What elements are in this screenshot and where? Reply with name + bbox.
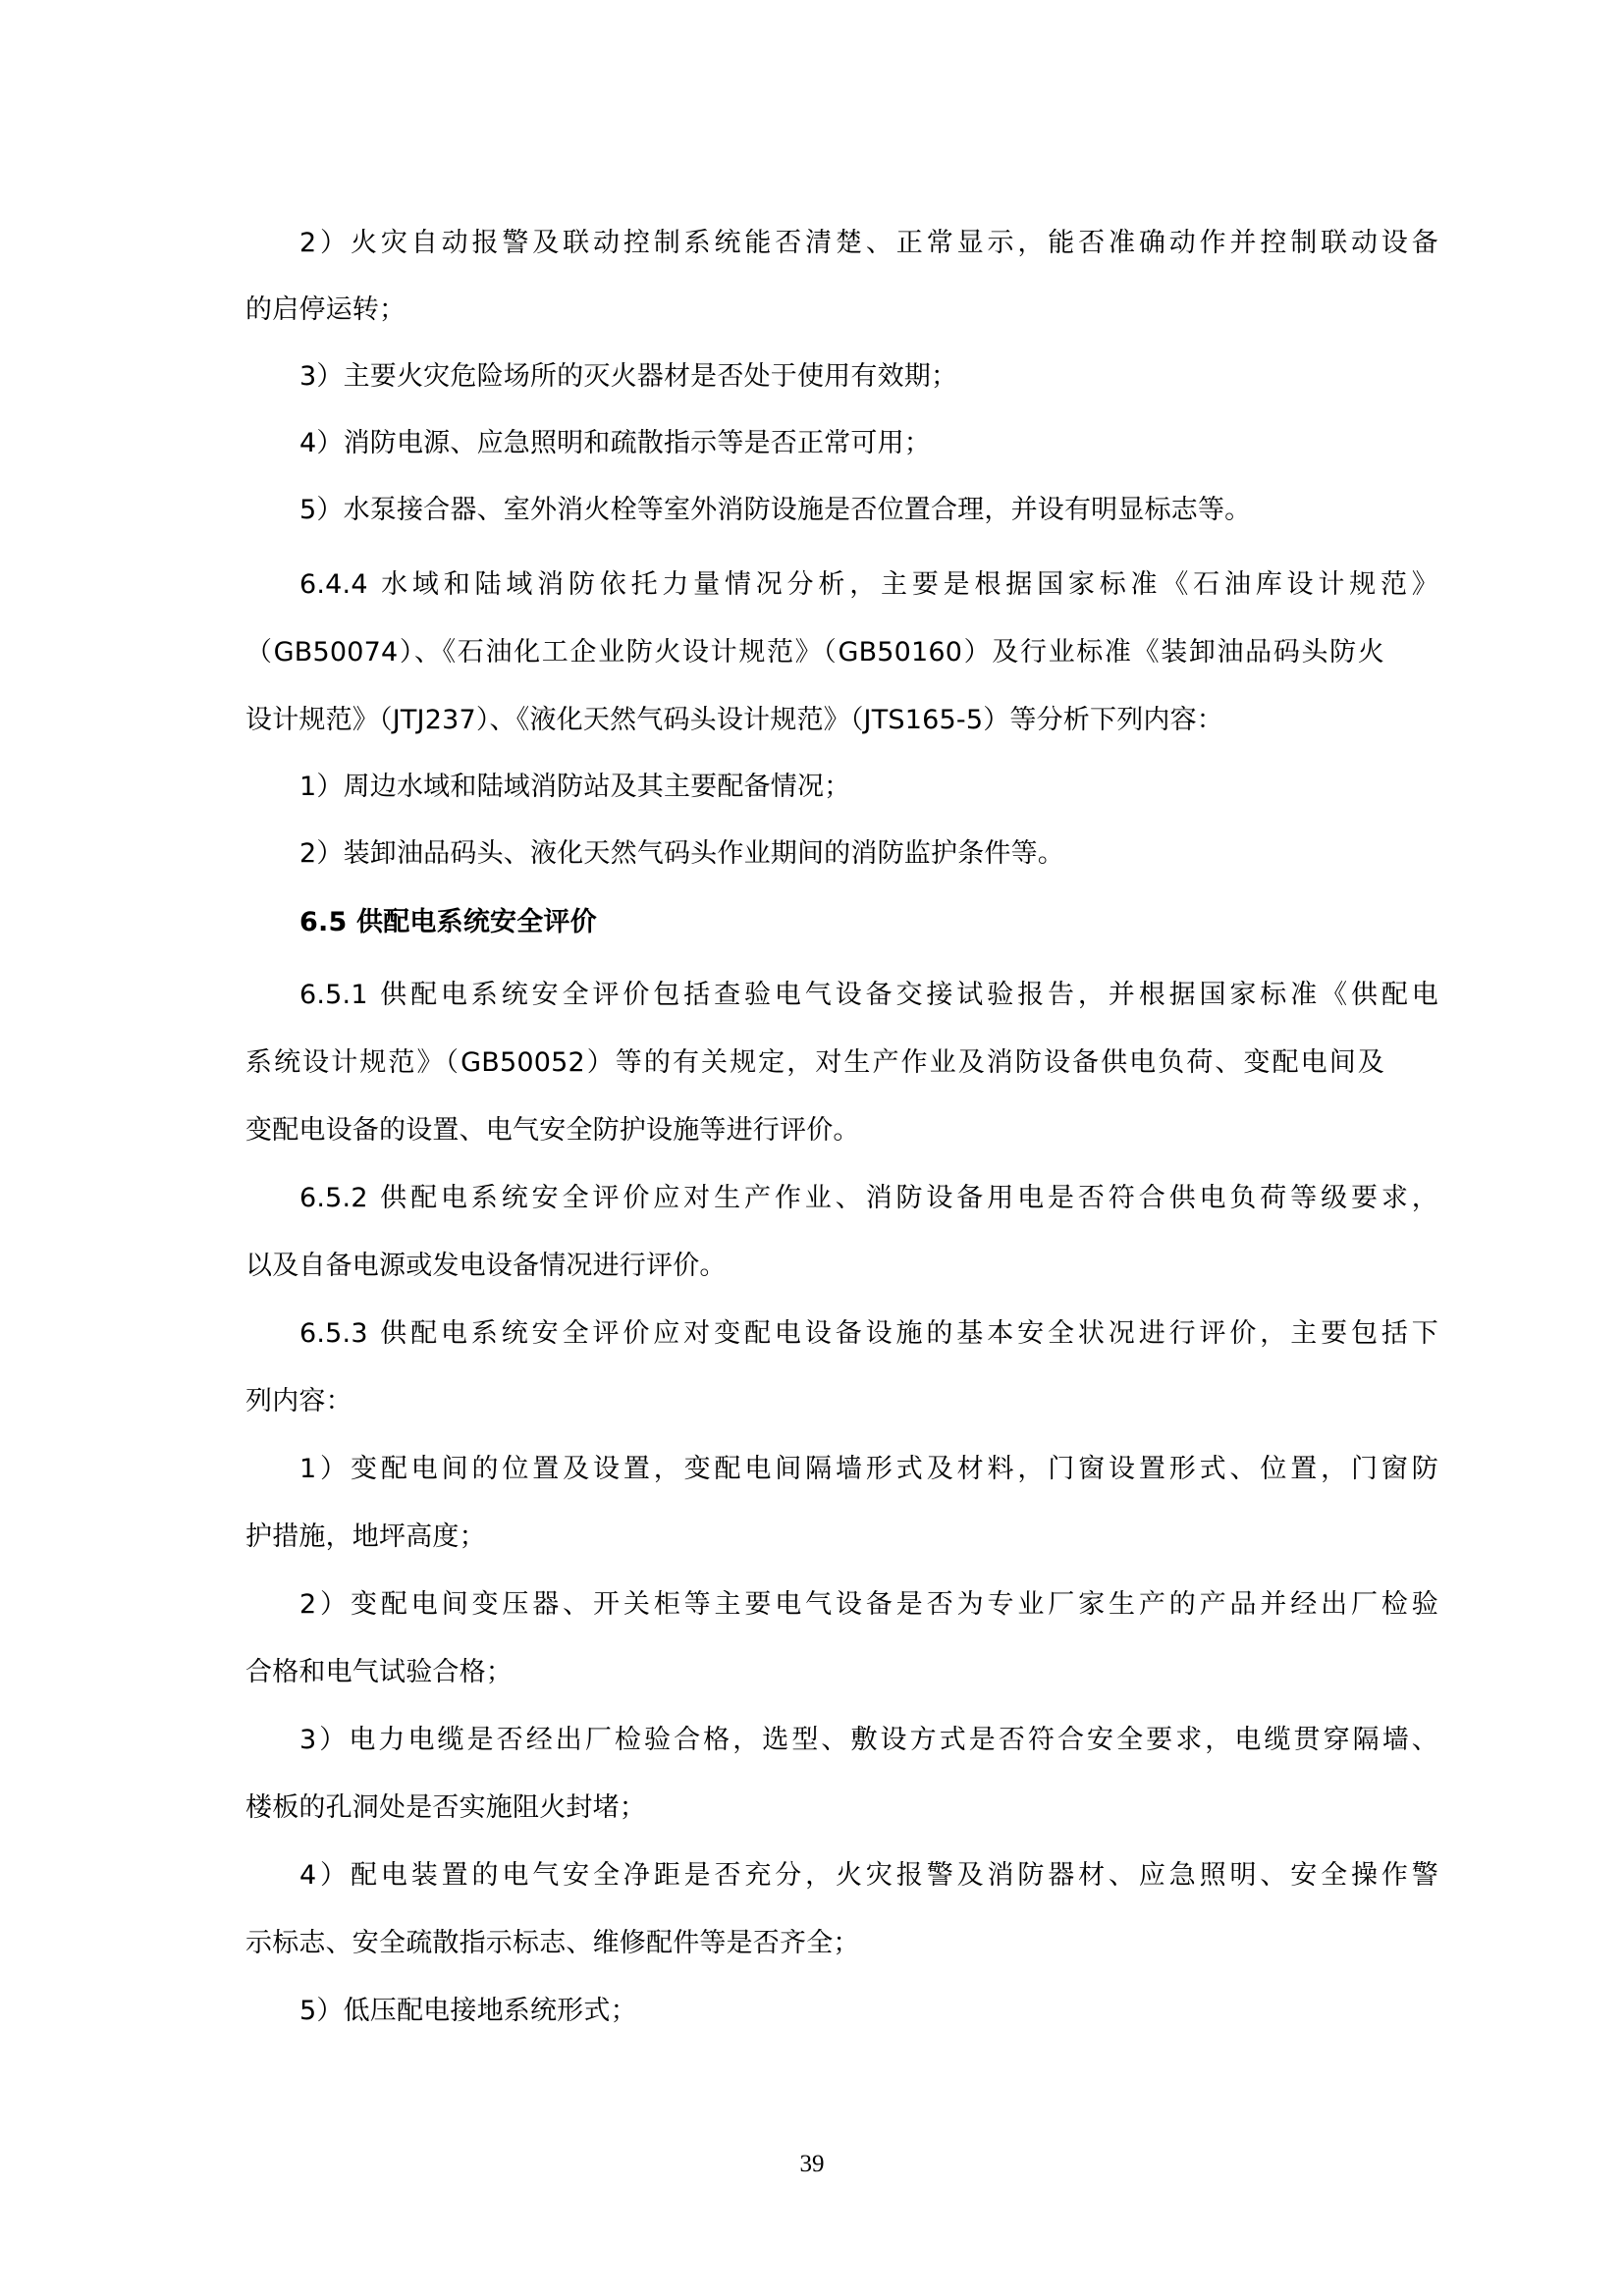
section-heading: 6.5 供配电系统安全评价 xyxy=(299,907,597,937)
text-line: 2）火灾自动报警及联动控制系统能否清楚、正常显示，能否准确动作并控制联动设备 xyxy=(299,228,1438,258)
text-line: 1）周边水域和陆域消防站及其主要配备情况； xyxy=(299,772,851,802)
text-line: 2）变配电间变压器、开关柜等主要电气设备是否为专业厂家生产的产品并经出厂检验 xyxy=(299,1589,1438,1620)
text-line: 4）消防电源、应急照明和疏散指示等是否正常可用； xyxy=(299,428,931,458)
text-line: 5）低压配电接地系统形式； xyxy=(299,1996,637,2026)
text-line: （GB50074）、《石油化工企业防火设计规范》（GB50160）及行业标准《装卸油品码头防火 xyxy=(245,637,1384,667)
text-line: 楼板的孔洞处是否实施阻火封堵； xyxy=(245,1792,646,1823)
text-line: 3）电力电缆是否经出厂检验合格，选型、敷设方式是否符合安全要求，电缆贯穿隔墙、 xyxy=(299,1725,1438,1755)
text-line: 变配电设备的设置、电气安全防护设施等进行评价。 xyxy=(245,1115,860,1146)
text-line: 以及自备电源或发电设备情况进行评价。 xyxy=(245,1251,727,1281)
text-line: 设计规范》（JTJ237）、《液化天然气码头设计规范》（JTS165-5）等分析下列内容： xyxy=(245,705,1224,735)
text-line: 4）配电装置的电气安全净距是否充分，火灾报警及消防器材、应急照明、安全操作警 xyxy=(299,1860,1438,1891)
text-line: 护措施，地坪高度； xyxy=(245,1522,486,1552)
text-line: 示标志、安全疏散指示标志、维修配件等是否齐全； xyxy=(245,1928,860,1958)
text-line: 6.5.3 供配电系统安全评价应对变配电设备设施的基本安全状况进行评价，主要包括下 xyxy=(299,1318,1438,1349)
text-line: 6.5.1 供配电系统安全评价包括查验电气设备交接试验报告，并根据国家标准《供配电 xyxy=(299,980,1438,1010)
text-line: 6.4.4 水域和陆域消防依托力量情况分析，主要是根据国家标准《石油库设计规范》 xyxy=(299,569,1438,600)
text-line: 2）装卸油品码头、液化天然气码头作业期间的消防监护条件等。 xyxy=(299,838,1064,869)
text-line: 5）水泵接合器、室外消火栓等室外消防设施是否位置合理，并设有明显标志等。 xyxy=(299,495,1252,525)
text-line: 6.5.2 供配电系统安全评价应对生产作业、消防设备用电是否符合供电负荷等级要求， xyxy=(299,1183,1438,1213)
page-number: 39 xyxy=(799,2151,825,2177)
text-line: 的启停运转； xyxy=(245,294,406,325)
text-line: 系统设计规范》（GB50052）等的有关规定，对生产作业及消防设备供电负荷、变配电间及 xyxy=(245,1047,1384,1078)
text-line: 列内容： xyxy=(245,1386,352,1416)
text-line: 1）变配电间的位置及设置，变配电间隔墙形式及材料，门窗设置形式、位置，门窗防 xyxy=(299,1454,1438,1484)
text-line: 合格和电气试验合格； xyxy=(245,1657,513,1687)
text-line: 3）主要火灾危险场所的灭火器材是否处于使用有效期； xyxy=(299,361,958,392)
